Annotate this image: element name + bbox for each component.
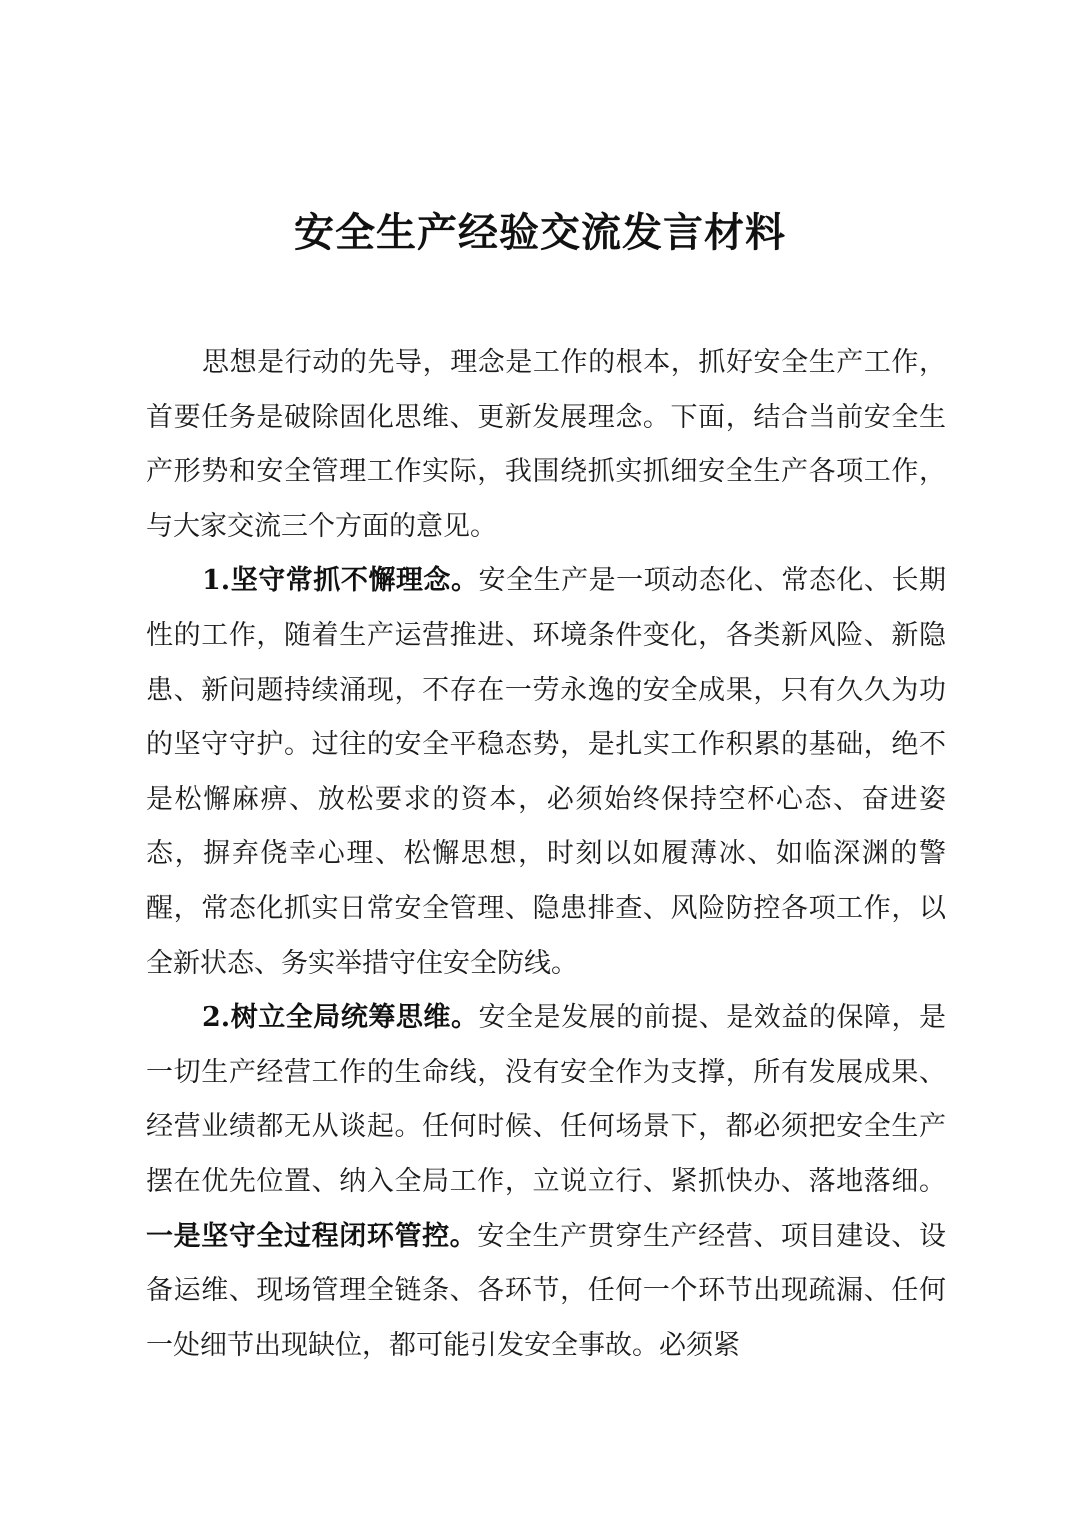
paragraph-heading: 2.树立全局统筹思维。 bbox=[202, 1002, 479, 1034]
paragraph-intro bbox=[146, 336, 946, 554]
paragraph-text: 思想是行动的先导，理念是工作的根本，抓好安全生产工作，首要任务是破除固化思维、更新发展理念。下面，结合当前安全生产形势和安全管理工作实际，我围绕抓实抓细安全生产各项工作，与大家交流三个方面的意见。 bbox=[146, 347, 946, 542]
paragraph-point-2 bbox=[146, 991, 946, 1373]
paragraph-text: 安全生产贯穿生产经营、项目建设、设备运维、现场管理全链条、各环节，任何一个环节出现疏漏、任何一处细节出现缺位，都可能引发安全事故。必须紧 bbox=[146, 1220, 947, 1361]
document-body bbox=[146, 336, 946, 1373]
paragraph-text: 安全生产是一项动态化、常态化、长期性的工作，随着生产运营推进、环境条件变化，各类新风险、新隐患、新问题持续涌现，不存在一劳永逸的安全成果，只有久久为功的坚守守护。过往的安全平稳态势，是扎实工作积累的基础，绝不是松懈麻痹、放松要求的资本，必须始终保持空杯心态、奋进姿态，摒弃侥幸心理、松懈思想，时刻以如履薄冰、如临深渊的警醒，常态化抓实日常安全管理、隐患排查、风险防控各项工作，以全新状态、务实举措守住安全防线。 bbox=[146, 565, 946, 979]
paragraph-heading: 1.坚守常抓不懈理念。 bbox=[202, 565, 479, 597]
paragraph-text: 安全是发展的前提、是效益的保障，是一切生产经营工作的生命线，没有安全作为支撑，所有发展成果、经营业绩都无从谈起。任何时候、任何场景下，都必须把安全生产摆在优先位置、纳入全局工作，立说立行、紧抓快办、落地落细。 bbox=[146, 1002, 946, 1197]
paragraph-subheading: 一是坚守全过程闭环管控。 bbox=[146, 1220, 478, 1252]
document-title: 安全生产经验交流发言材料 bbox=[294, 209, 786, 256]
paragraph-point-1 bbox=[146, 554, 946, 991]
